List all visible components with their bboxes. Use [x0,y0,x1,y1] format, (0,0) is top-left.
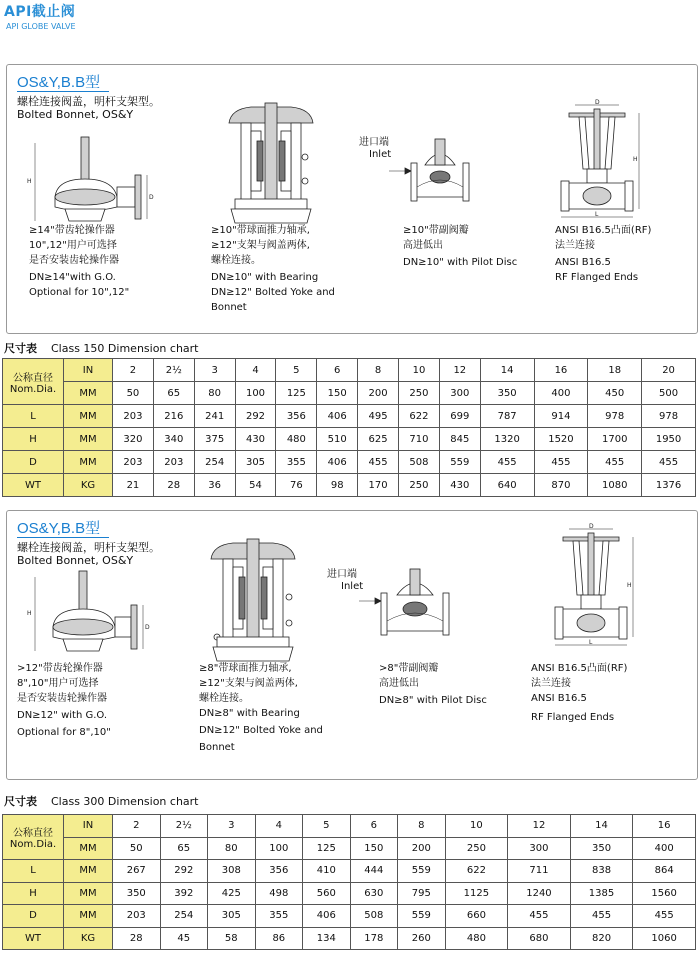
value-cell: 355 [255,905,303,928]
size-header-row [3,815,696,838]
note-line: DN≥12" Bolted Yoke and [211,287,335,298]
svg-text:D: D [149,194,154,201]
note-bearing [211,223,335,315]
valve-section-drawing [221,101,321,225]
size-cell: 4 [235,359,276,382]
row-label: WT [3,927,64,950]
value-cell: 410 [303,860,351,883]
class150-dimension-table [2,358,696,497]
note-line: ≥8"带球面推力轴承, [199,663,292,674]
value-cell: 292 [235,405,276,428]
value-cell: 978 [588,405,642,428]
value-cell: 1376 [642,474,696,497]
value-cell: 320 [113,428,154,451]
value-cell: 375 [194,428,235,451]
note-line: DN≥10" with Bearing [211,272,319,283]
size-cell: 18 [588,359,642,382]
svg-text:L: L [595,211,599,218]
nom-dia-header [3,815,64,860]
table-row [3,882,696,905]
value-cell: 28 [153,474,194,497]
value-cell: 250 [445,837,508,860]
table-row [3,474,696,497]
value-cell: 510 [317,428,358,451]
value-cell: 1125 [445,882,508,905]
description-en: Bolted Bonnet, OS&Y [17,108,134,121]
value-cell: 200 [398,837,446,860]
value-cell: 150 [317,382,358,405]
value-cell: 260 [398,927,446,950]
size-cell: 16 [633,815,696,838]
value-cell: 150 [350,837,398,860]
value-cell: 455 [588,451,642,474]
note-gear-operator [17,661,111,740]
value-cell: 254 [194,451,235,474]
gear-operator-drawing [25,569,155,655]
svg-text:H: H [633,156,638,163]
value-cell: 350 [480,382,534,405]
table-row [3,860,696,883]
value-cell: 559 [398,905,446,928]
value-cell: 455 [508,905,571,928]
unit-cell: IN [64,359,113,382]
value-cell: 444 [350,860,398,883]
note-line: DN≥12" with G.O. [17,710,108,721]
value-cell: 98 [317,474,358,497]
value-cell: 430 [235,428,276,451]
value-cell: 622 [445,860,508,883]
inlet-body-drawing [385,137,495,217]
value-cell: 978 [642,405,696,428]
value-cell: 36 [194,474,235,497]
unit-cell: MM [64,882,113,905]
value-cell: 430 [439,474,480,497]
value-cell: 400 [633,837,696,860]
value-cell: 406 [303,905,351,928]
row-label: H [3,428,64,451]
size-header-row [3,359,696,382]
value-cell: 356 [276,405,317,428]
inlet-label-en: Inlet [341,581,364,592]
size-cell: 20 [642,359,696,382]
value-cell: 241 [194,405,235,428]
inlet-label-en: Inlet [369,149,392,160]
note-line: ANSI B16.5 [531,693,587,704]
value-cell: 50 [113,382,154,405]
value-cell: 500 [642,382,696,405]
nom-dia-en: Nom.Dia. [9,383,57,395]
flanged-valve-drawing [547,523,637,651]
value-cell: 559 [398,860,446,883]
class300-heading [4,793,199,809]
value-cell: 65 [153,382,194,405]
class150-heading [4,340,199,356]
value-cell: 622 [399,405,440,428]
note-line: DN≥10" with Pilot Disc [403,257,518,268]
size-cell: 2½ [160,815,208,838]
size-cell: 2½ [153,359,194,382]
value-cell: 820 [570,927,633,950]
value-cell: 1950 [642,428,696,451]
note-line: >8"带副阀瓣 [379,663,439,674]
value-cell: 250 [399,474,440,497]
note-line: RF Flanged Ends [531,712,615,723]
value-cell: 54 [235,474,276,497]
value-cell: 200 [358,382,399,405]
value-cell: 560 [303,882,351,905]
size-cell: 8 [358,359,399,382]
value-cell: 254 [160,905,208,928]
svg-text:D: D [595,99,600,106]
heading-en: Class 150 Dimension chart [51,342,199,355]
value-cell: 455 [480,451,534,474]
size-cell: 14 [570,815,633,838]
unit-cell: KG [64,474,113,497]
value-cell: 100 [255,837,303,860]
value-cell: 300 [439,382,480,405]
value-cell: 559 [439,451,480,474]
value-cell: 250 [399,382,440,405]
note-line: 螺栓连接。 [211,255,261,266]
title-underline [17,91,109,92]
note-line: DN≥8" with Pilot Disc [379,695,487,706]
value-cell: 1700 [588,428,642,451]
value-cell: 498 [255,882,303,905]
flanged-valve-drawing [553,99,643,223]
value-cell: 86 [255,927,303,950]
value-cell: 1240 [508,882,571,905]
value-cell: 1320 [480,428,534,451]
value-cell: 495 [358,405,399,428]
value-cell: 480 [276,428,317,451]
nom-dia-cn: 公称直径 [13,372,53,384]
svg-text:H: H [27,610,32,617]
table-row [3,451,696,474]
row-label: D [3,451,64,474]
value-cell: 1385 [570,882,633,905]
value-cell: 125 [303,837,351,860]
value-cell: 355 [276,451,317,474]
valve-section-drawing [203,537,303,665]
unit-cell: MM [64,405,113,428]
size-cell: 14 [480,359,534,382]
note-line: ≥10"带副阀瓣 [403,225,469,236]
value-cell: 455 [642,451,696,474]
svg-text:D: D [145,624,150,631]
inlet-body-drawing [355,567,475,651]
note-line: Optional for 10",12" [29,287,130,298]
value-cell: 795 [398,882,446,905]
size-cell: 5 [303,815,351,838]
note-line: 是否安装齿轮操作器 [29,255,119,266]
heading-en: Class 300 Dimension chart [51,795,199,808]
value-cell: 203 [113,405,154,428]
svg-text:H: H [27,178,32,185]
page-title: API截止阀 [4,4,76,20]
table-row [3,837,696,860]
size-cell: 5 [276,359,317,382]
row-label: D [3,905,64,928]
title-underline [17,537,109,538]
value-cell: 425 [208,882,256,905]
note-line: ANSI B16.5 [555,257,611,268]
page-subtitle: API GLOBE VALVE [6,22,76,31]
note-line: 高进低出 [379,678,419,689]
note-line: 螺栓连接。 [199,693,249,704]
unit-cell: IN [64,815,113,838]
table-row [3,905,696,928]
value-cell: 699 [439,405,480,428]
table-row [3,382,696,405]
svg-text:D: D [589,523,594,530]
note-pilot-disc [379,661,487,708]
unit-cell: MM [64,451,113,474]
note-line: DN≥8" with Bearing [199,708,300,719]
value-cell: 406 [317,405,358,428]
value-cell: 28 [113,927,161,950]
note-line: ≥10"带球面推力轴承, [211,225,310,236]
description-en: Bolted Bonnet, OS&Y [17,554,134,567]
value-cell: 45 [160,927,208,950]
value-cell: 58 [208,927,256,950]
size-cell: 6 [350,815,398,838]
value-cell: 406 [317,451,358,474]
note-line: Optional for 8",10" [17,727,111,738]
nom-dia-en: Nom.Dia. [9,839,57,850]
value-cell: 1080 [588,474,642,497]
value-cell: 392 [160,882,208,905]
value-cell: 80 [208,837,256,860]
value-cell: 508 [350,905,398,928]
value-cell: 455 [633,905,696,928]
row-label: H [3,882,64,905]
heading-cn: 尺寸表 [4,795,37,808]
table-row [3,428,696,451]
size-cell: 10 [445,815,508,838]
value-cell: 864 [633,860,696,883]
unit-cell: MM [64,428,113,451]
unit-cell: MM [64,837,113,860]
value-cell: 203 [153,451,194,474]
table-row [3,405,696,428]
value-cell: 292 [160,860,208,883]
note-gear-operator [29,223,129,300]
size-cell: 2 [113,815,161,838]
value-cell: 787 [480,405,534,428]
value-cell: 508 [399,451,440,474]
value-cell: 640 [480,474,534,497]
note-flanged-ends [555,223,651,285]
class300-dimension-table [2,814,696,950]
value-cell: 845 [439,428,480,451]
valve-panel-2 [6,510,698,780]
value-cell: 680 [508,927,571,950]
value-cell: 305 [208,905,256,928]
value-cell: 1520 [534,428,588,451]
value-cell: 914 [534,405,588,428]
inlet-label-cn: 进口端 [327,569,357,580]
note-line: 是否安装齿轮操作器 [17,693,107,704]
value-cell: 203 [113,451,154,474]
nom-dia-cn: 公称直径 [13,828,53,839]
size-cell: 6 [317,359,358,382]
value-cell: 450 [588,382,642,405]
svg-text:H: H [627,582,632,589]
description-cn: 螺栓连接阀盖，明杆支架型。 [17,95,160,108]
value-cell: 340 [153,428,194,451]
size-cell: 10 [399,359,440,382]
note-line: 法兰连接 [531,678,571,689]
note-flanged-ends [531,661,627,725]
table-row [3,927,696,950]
row-label: L [3,860,64,883]
value-cell: 660 [445,905,508,928]
value-cell: 455 [358,451,399,474]
value-cell: 480 [445,927,508,950]
value-cell: 711 [508,860,571,883]
note-line: ANSI B16.5凸面(RF) [531,663,628,674]
value-cell: 21 [113,474,154,497]
note-line: 8",10"用户可选择 [17,678,99,689]
value-cell: 350 [113,882,161,905]
value-cell: 267 [113,860,161,883]
value-cell: 625 [358,428,399,451]
size-cell: 3 [194,359,235,382]
value-cell: 305 [235,451,276,474]
note-line: RF Flanged Ends [555,272,639,283]
row-label: L [3,405,64,428]
note-line: ≥12"支架与阀盖两体, [211,240,310,251]
value-cell: 50 [113,837,161,860]
value-cell: 350 [570,837,633,860]
size-cell: 3 [208,815,256,838]
note-line: ≥12"支架与阀盖两体, [199,678,298,689]
value-cell: 308 [208,860,256,883]
unit-cell: MM [64,382,113,405]
value-cell: 710 [399,428,440,451]
value-cell: 80 [194,382,235,405]
note-line: 法兰连接 [555,240,595,251]
size-cell: 12 [508,815,571,838]
value-cell: 630 [350,882,398,905]
note-line: >12"带齿轮操作器 [17,663,103,674]
unit-cell: MM [64,860,113,883]
size-cell: 16 [534,359,588,382]
valve-panel-1 [6,64,698,334]
size-cell: 4 [255,815,303,838]
panel-title: OS&Y,B.B型 [17,520,101,537]
row-label: WT [3,474,64,497]
inlet-label-cn: 进口端 [359,137,389,148]
value-cell: 76 [276,474,317,497]
value-cell: 1560 [633,882,696,905]
value-cell: 455 [570,905,633,928]
value-cell: 134 [303,927,351,950]
value-cell: 170 [358,474,399,497]
size-cell: 8 [398,815,446,838]
note-line: ≥14"带齿轮操作器 [29,225,115,236]
panel-title: OS&Y,B.B型 [17,74,101,91]
value-cell: 300 [508,837,571,860]
note-line: DN≥12" Bolted Yoke and [199,725,323,736]
value-cell: 125 [276,382,317,405]
value-cell: 178 [350,927,398,950]
note-bearing [199,661,323,755]
size-cell: 2 [113,359,154,382]
value-cell: 356 [255,860,303,883]
note-line: 高进低出 [403,240,443,251]
note-line: Bonnet [199,742,235,753]
size-cell: 12 [439,359,480,382]
value-cell: 455 [534,451,588,474]
unit-cell: MM [64,905,113,928]
value-cell: 870 [534,474,588,497]
nom-dia-header [3,359,64,405]
unit-cell: KG [64,927,113,950]
note-line: Bonnet [211,302,247,313]
svg-text:L: L [589,639,593,646]
value-cell: 400 [534,382,588,405]
value-cell: 65 [160,837,208,860]
value-cell: 100 [235,382,276,405]
value-cell: 203 [113,905,161,928]
value-cell: 838 [570,860,633,883]
value-cell: 216 [153,405,194,428]
note-line: DN≥14"with G.O. [29,272,116,283]
note-line: ANSI B16.5凸面(RF) [555,225,652,236]
gear-operator-drawing [25,135,165,225]
description-cn: 螺栓连接阀盖，明杆支架型。 [17,541,160,554]
heading-cn: 尺寸表 [4,342,37,355]
note-line: 10",12"用户可选择 [29,240,117,251]
note-pilot-disc [403,223,517,270]
value-cell: 1060 [633,927,696,950]
